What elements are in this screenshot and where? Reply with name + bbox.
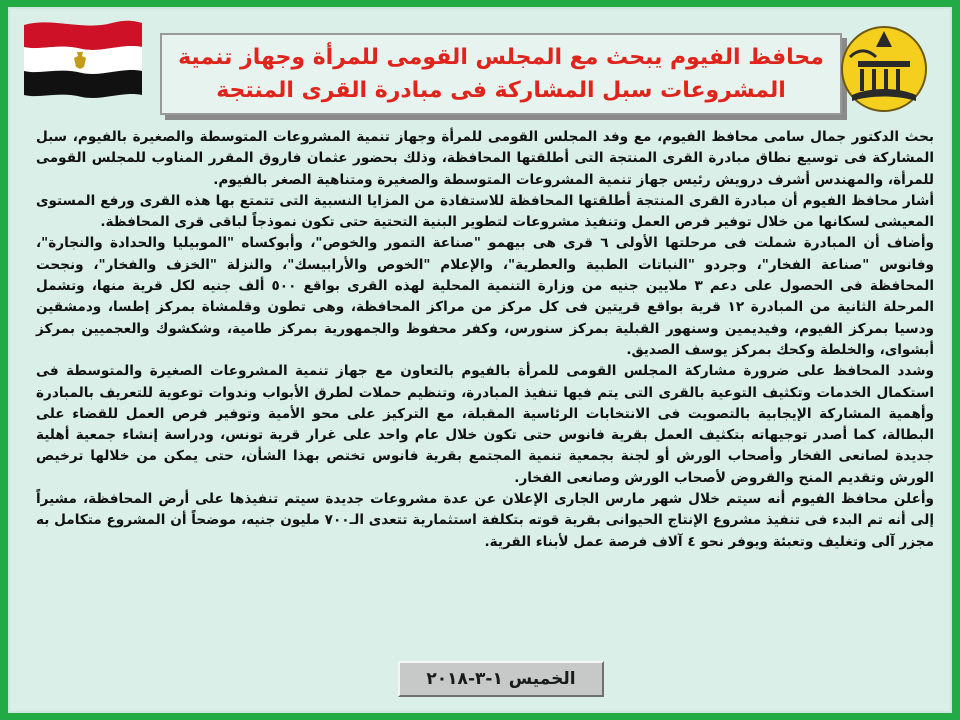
article-body [36, 127, 934, 553]
date-badge [398, 661, 604, 697]
headline-line-2: المشروعات سبل المشاركة فى مبادرة القرى المنتجة [216, 78, 786, 103]
article-paragraph-1: بحث الدكتور جمال سامى محافظ الفيوم، مع وفد المجلس القومى للمرأة وجهاز تنمية المشروعات المتوسطة والصغيرة بالفيوم، سبل المشاركة فى توسيع نطاق مبادرة القرى المنتجة التى أطلقتها المحافظة، وذلك بحضور عثمان فاروق المقرر المناوب للمجلس القومى للمرأة، والمهندس أشرف درويش رئيس جهاز تنمية المشروعات المتوسطة والصغيرة ومتناهية الصغر بالفيوم. [36, 129, 934, 188]
egypt-flag-icon [22, 17, 144, 103]
governorate-logo-icon [830, 17, 938, 117]
date-text: الخميس ١-٣-٢٠١٨ [426, 669, 576, 689]
article-paragraph-3: وأضاف أن المبادرة شملت فى مرحلتها الأولى ٦ قرى هى بيهمو "صناعة التمور والخوص"، وأبوكساه "الموبيليا والحدادة والنجارة"، وفانوس "صناعة الفخار"، وجردو "النباتات الطبية والعطرية"، والإعلام "الخوص والأرابيسك"، والنزلة "الخزف والفخار"، ونجحت المحافظة فى الحصول على دعم ٣ ملايين جنيه من وزارة التنمية المحلية لهذه القرى بواقع ٥٠٠ ألف جنيه لكل قرية منها، وتشمل المرحلة الثانية من المبادرة ١٢ قرية بواقع قريتين فى كل مركز من مراكز المحافظة، وهى تطون وقلمشاة بمركز إطسا، ودمشقين ودسيا بمركز الفيوم، وفيديمين وسنهور القبلية بمركز سنورس، وكفر محفوظ والجمهورية بمركز طامية، وشكشوك والعجميين بمركز أبشواى، والخلطة وكحك بمركز يوسف الصديق. [36, 235, 934, 358]
article-paragraph-2: أشار محافظ الفيوم أن مبادرة القرى المنتجة أطلقتها المحافظة للاستفادة من المزايا النسبية التى تتمتع بها هذه القرى ورفع المستوى المعيشى لسكانها من خلال توفير فرص العمل وتنفيذ مشروعات لتطوير البنية التحتية حتى تكون نموذجاً لباقى قرى المحافظة. [36, 192, 934, 231]
headline-line-1: محافظ الفيوم يبحث مع المجلس القومى للمرأة وجهاز تنمية [178, 45, 824, 70]
article-paragraph-4: وشدد المحافظ على ضرورة مشاركة المجلس القومى للمرأة بالفيوم بالتعاون مع جهاز تنمية المشروعات الصغيرة والمتوسطة فى استكمال الخدمات وتكثيف التوعية بالقرى التى يتم فيها تنفيذ المبادرة، وتنظيم حملات لطرق الأبواب وندوات توعوية للتعريف بالمبادرة وأهمية المشاركة الإيجابية بالتصويت فى الانتخابات الرئاسية المقبلة، مع التركيز على محو الأمية وتوفير فرص العمل للقضاء على البطالة، كما أصدر توجيهاته بتكثيف العمل بقرية فانوس حتى تكون خلال عام واحد على غرار قرية تونس، ودراسة إنشاء جمعية أهلية جديدة لصانعى الفخار وأصحاب الورش أو لجنة بجمعية تنمية المجتمع بقرية فانوس تختص بهذا الشأن، حتى يمكن من خلالها ترخيص الورش وتقديم المنح والقروض لأصحاب الورش وصانعى الفخار. [36, 363, 934, 486]
page-sheet [8, 7, 952, 713]
article-paragraph-5: وأعلن محافظ الفيوم أنه سيتم خلال شهر مارس الجارى الإعلان عن عدة مشروعات جديدة سيتم تنفيذها على أرض المحافظة، مشيراً إلى أنه تم البدء فى تنفيذ مشروع الإنتاج الحيوانى بقرية قوته بتكلفة استثمارية تتعدى الـ٧٠٠ مليون جنيه، موضحاً أن المشروع متكامل به مجزر آلى وتغليف وتعبئة ويوفر نحو ٤ آلاف فرصة عمل لأبناء القرية. [36, 491, 934, 550]
headline-box [160, 33, 842, 115]
